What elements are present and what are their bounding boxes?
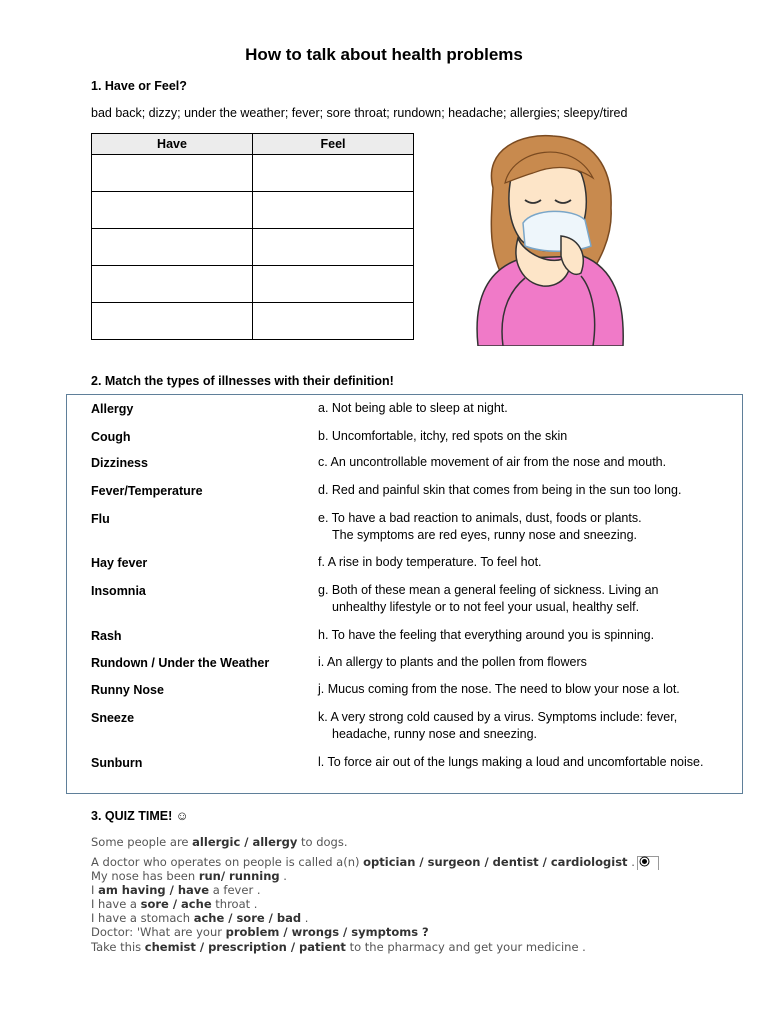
term-flu: Flu	[91, 512, 110, 526]
radio-icon[interactable]	[637, 856, 659, 870]
question-text: .	[627, 855, 635, 869]
definition-line: k. A very strong cold caused by a virus. Symptoms include: fever,	[318, 710, 678, 724]
definition-c	[318, 454, 666, 471]
quiz-question-8	[91, 940, 586, 954]
page-title: How to talk about health problems	[245, 45, 523, 64]
term-sunburn: Sunburn	[91, 756, 143, 770]
feel-cell[interactable]	[253, 266, 414, 303]
answer-options[interactable]: sore / ache	[140, 897, 212, 911]
question-text: Doctor: 'What are your	[91, 925, 226, 939]
answer-options[interactable]: chemist / prescription / patient	[144, 940, 346, 954]
table-row	[92, 229, 414, 266]
section3-heading: 3. QUIZ TIME! ☺	[91, 809, 189, 823]
feel-column-header: Feel	[253, 134, 414, 155]
quiz-question-4	[91, 883, 260, 897]
term-dizziness: Dizziness	[91, 456, 148, 470]
quiz-question-6	[91, 911, 308, 925]
have-cell[interactable]	[92, 155, 253, 192]
sneezing-girl-illustration	[463, 128, 628, 346]
definition-line: h. To have the feeling that everything around you is spinning.	[318, 628, 655, 642]
question-text: I have a stomach	[91, 911, 194, 925]
definition-l	[318, 754, 703, 771]
question-text: A doctor who operates on people is called a(n)	[91, 855, 364, 869]
term-sneeze: Sneeze	[91, 711, 135, 725]
definition-a	[318, 400, 508, 417]
quiz-question-5	[91, 897, 257, 911]
term-hay-fever: Hay fever	[91, 556, 148, 570]
definition-line: headache, runny nose and sneezing.	[332, 727, 538, 741]
table-row	[92, 266, 414, 303]
definition-line: j. Mucus coming from the nose. The need to blow your nose a lot.	[318, 682, 680, 696]
question-text: .	[279, 869, 287, 883]
quiz-question-1	[91, 835, 347, 849]
question-text: a fever .	[209, 883, 261, 897]
have-cell[interactable]	[92, 192, 253, 229]
question-text: .	[301, 911, 309, 925]
definition-d	[318, 482, 681, 499]
definition-e	[318, 510, 642, 544]
have-column-header: Have	[92, 134, 253, 155]
term-runny-nose: Runny Nose	[91, 683, 164, 697]
question-text: I	[91, 883, 99, 897]
definition-line: c. An uncontrollable movement of air from the nose and mouth.	[318, 455, 667, 469]
answer-options[interactable]: ache / sore / bad	[193, 911, 302, 925]
definition-f	[318, 554, 542, 571]
question-text: My nose has been	[91, 869, 199, 883]
definition-g	[318, 582, 659, 616]
answer-options[interactable]: run/ running	[198, 869, 280, 883]
answer-options[interactable]: problem / wrongs / symptoms ?	[225, 925, 429, 939]
question-text: to the pharmacy and get your medicine .	[345, 940, 586, 954]
feel-cell[interactable]	[253, 229, 414, 266]
section2-heading: 2. Match the types of illnesses with their definition!	[91, 374, 394, 388]
definition-h	[318, 627, 654, 644]
definition-b	[318, 428, 567, 445]
answer-options[interactable]: allergic / allergy	[192, 835, 298, 849]
have-cell[interactable]	[92, 266, 253, 303]
have-feel-table	[91, 133, 414, 340]
definition-line: unhealthy lifestyle or to not feel your usual, healthy self.	[332, 600, 640, 614]
question-text: to dogs.	[297, 835, 348, 849]
definition-line: i. An allergy to plants and the pollen from flowers	[318, 655, 587, 669]
section1-heading: 1. Have or Feel?	[91, 79, 187, 93]
term-cough: Cough	[91, 430, 131, 444]
feel-cell[interactable]	[253, 303, 414, 340]
feel-cell[interactable]	[253, 192, 414, 229]
table-row	[92, 303, 414, 340]
definition-line: a. Not being able to sleep at night.	[318, 401, 508, 415]
question-text: throat .	[211, 897, 258, 911]
question-text: Take this	[91, 940, 145, 954]
table-row	[92, 192, 414, 229]
term-rash: Rash	[91, 629, 122, 643]
definition-k	[318, 709, 677, 743]
feel-cell[interactable]	[253, 155, 414, 192]
term-allergy: Allergy	[91, 402, 134, 416]
question-text: I have a	[91, 897, 141, 911]
definition-line: l. To force air out of the lungs making a loud and uncomfortable noise.	[318, 755, 704, 769]
definition-line: b. Uncomfortable, itchy, red spots on the skin	[318, 429, 568, 443]
term-fever-temperature: Fever/Temperature	[91, 484, 203, 498]
answer-options[interactable]: optician / surgeon / dentist / cardiologist	[363, 855, 628, 869]
quiz-question-7	[91, 925, 429, 939]
definition-line: g. Both of these mean a general feeling of sickness. Living an	[318, 583, 659, 597]
definition-line: f. A rise in body temperature. To feel hot.	[318, 555, 542, 569]
quiz-question-2	[91, 855, 659, 870]
answer-options[interactable]: am having / have	[98, 883, 210, 897]
table-row	[92, 155, 414, 192]
have-cell[interactable]	[92, 303, 253, 340]
definition-i	[318, 654, 587, 671]
term-insomnia: Insomnia	[91, 584, 146, 598]
definition-line: e. To have a bad reaction to animals, dust, foods or plants.	[318, 511, 642, 525]
quiz-question-3	[91, 869, 287, 883]
term-rundown: Rundown / Under the Weather	[91, 656, 270, 670]
definition-j	[318, 681, 680, 698]
definition-line: d. Red and painful skin that comes from being in the sun too long.	[318, 483, 682, 497]
word-list: bad back; dizzy; under the weather; fever; sore throat; rundown; headache; allergies; sleepy/tired	[91, 106, 628, 120]
question-text: Some people are	[91, 835, 193, 849]
definition-line: The symptoms are red eyes, runny nose and sneezing.	[332, 528, 638, 542]
have-cell[interactable]	[92, 229, 253, 266]
